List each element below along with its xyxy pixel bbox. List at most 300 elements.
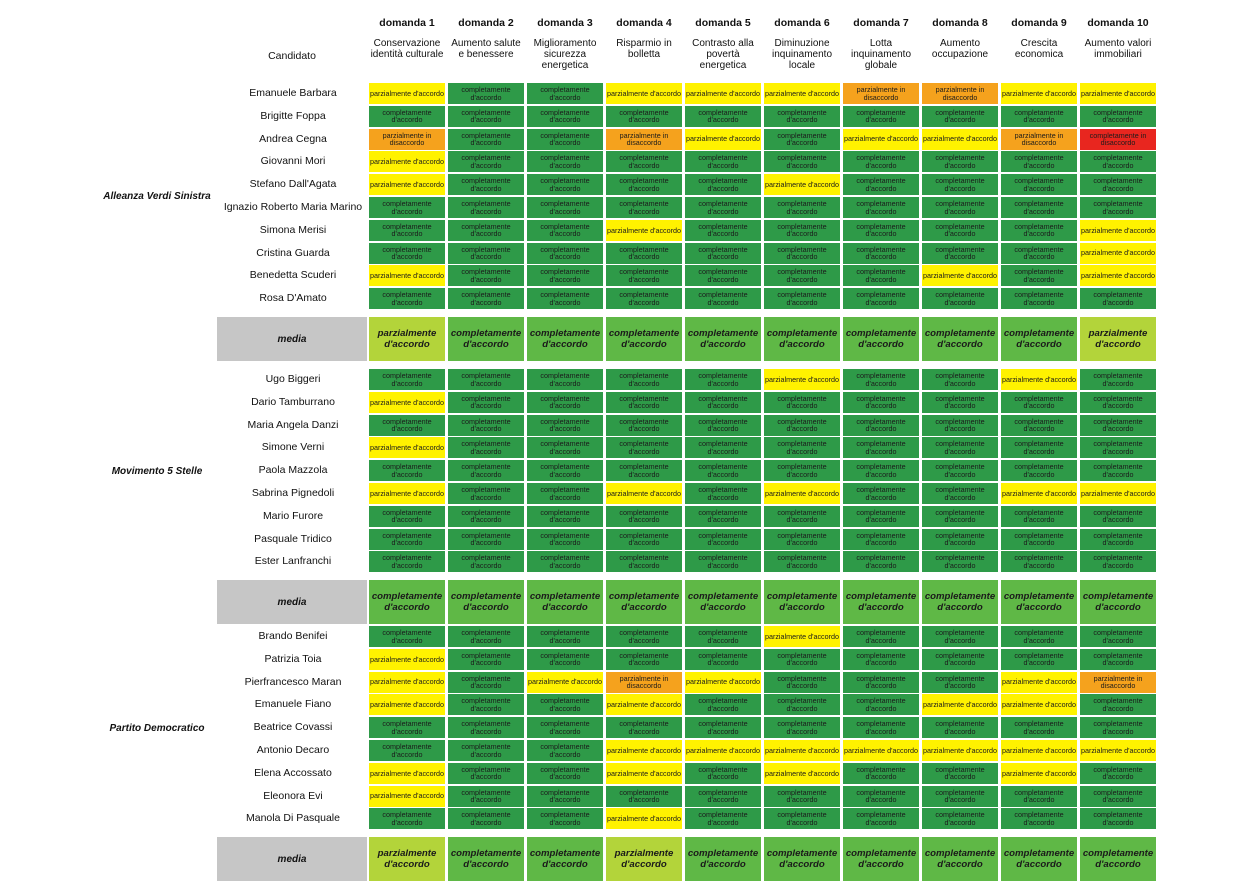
media-label: media xyxy=(217,837,367,881)
media-cell: completamente d'accordo xyxy=(922,580,998,624)
answer-cell: parzialmente d'accordo xyxy=(1001,672,1077,693)
candidate-name: Pasquale Tridico xyxy=(254,532,332,545)
answer-cell: completamente d'accordo xyxy=(527,551,603,572)
answer-cell: completamente d'accordo xyxy=(685,415,761,436)
answer-cell: completamente d'accordo xyxy=(1080,763,1156,784)
answer-cell: completamente d'accordo xyxy=(685,369,761,390)
answer-cell: completamente d'accordo xyxy=(764,265,840,286)
answer-cell: completamente d'accordo xyxy=(527,437,603,458)
answer-cell: completamente d'accordo xyxy=(685,717,761,738)
answer-cell: completamente d'accordo xyxy=(448,694,524,715)
answer-cell: parzialmente d'accordo xyxy=(1001,483,1077,504)
question-number: domanda 9 xyxy=(1011,17,1067,29)
answer-cell: completamente d'accordo xyxy=(369,808,445,829)
answer-cell: completamente d'accordo xyxy=(843,106,919,127)
answer-cell: parzialmente d'accordo xyxy=(1080,83,1156,104)
answer-cell: completamente d'accordo xyxy=(606,369,682,390)
question-label: Miglioramento sicurezza energetica xyxy=(533,38,597,71)
answer-cell: completamente d'accordo xyxy=(843,460,919,481)
answer-cell: completamente d'accordo xyxy=(922,369,998,390)
answer-cell: completamente d'accordo xyxy=(685,392,761,413)
answer-cell: completamente d'accordo xyxy=(527,83,603,104)
answer-cell: completamente d'accordo xyxy=(369,529,445,550)
answer-cell: completamente d'accordo xyxy=(843,672,919,693)
answer-cell: parzialmente d'accordo xyxy=(369,649,445,670)
answer-cell: completamente d'accordo xyxy=(448,483,524,504)
answer-cell: parzialmente d'accordo xyxy=(764,740,840,761)
answer-cell: completamente d'accordo xyxy=(527,740,603,761)
media-cell: completamente d'accordo xyxy=(922,317,998,361)
answer-cell: parzialmente d'accordo xyxy=(369,483,445,504)
answer-cell: completamente d'accordo xyxy=(843,694,919,715)
answer-cell: completamente d'accordo xyxy=(764,129,840,150)
media-label: media xyxy=(217,580,367,624)
answer-cell: completamente d'accordo xyxy=(527,460,603,481)
answer-cell: completamente d'accordo xyxy=(843,265,919,286)
media-cell: completamente d'accordo xyxy=(527,580,603,624)
answer-cell: completamente d'accordo xyxy=(527,763,603,784)
answer-cell: completamente d'accordo xyxy=(922,392,998,413)
answer-cell: parzialmente in disaccordo xyxy=(1001,129,1077,150)
candidate-name: Ester Lanfranchi xyxy=(254,555,332,568)
answer-cell: completamente d'accordo xyxy=(843,243,919,264)
answer-cell: completamente d'accordo xyxy=(1080,694,1156,715)
answer-cell: completamente d'accordo xyxy=(606,151,682,172)
media-label: media xyxy=(217,317,367,361)
media-cell: completamente d'accordo xyxy=(606,317,682,361)
answer-cell: completamente d'accordo xyxy=(1001,786,1077,807)
answer-cell: completamente d'accordo xyxy=(527,529,603,550)
question-number: domanda 5 xyxy=(695,17,751,29)
answer-cell: completamente d'accordo xyxy=(843,197,919,218)
candidate-name: Manola Di Pasquale xyxy=(246,812,340,825)
candidate-name: Ignazio Roberto Maria Marino xyxy=(223,201,363,213)
answer-cell: completamente d'accordo xyxy=(685,197,761,218)
answer-cell: completamente d'accordo xyxy=(369,506,445,527)
answer-cell: completamente d'accordo xyxy=(685,694,761,715)
answer-cell: completamente d'accordo xyxy=(843,369,919,390)
answer-cell: completamente d'accordo xyxy=(448,786,524,807)
answer-cell: completamente d'accordo xyxy=(843,288,919,309)
answer-cell: completamente d'accordo xyxy=(764,529,840,550)
answer-cell: completamente d'accordo xyxy=(448,243,524,264)
candidate-name: Elena Accossato xyxy=(254,766,332,779)
answer-cell: completamente d'accordo xyxy=(1080,106,1156,127)
answer-cell: completamente d'accordo xyxy=(922,415,998,436)
question-label: Conservazione identità culturale xyxy=(370,38,444,60)
answer-cell: parzialmente d'accordo xyxy=(1001,369,1077,390)
answer-cell: completamente d'accordo xyxy=(448,717,524,738)
answer-cell: completamente d'accordo xyxy=(843,220,919,241)
media-cell: completamente d'accordo xyxy=(685,580,761,624)
answer-cell: completamente d'accordo xyxy=(764,437,840,458)
answer-cell: completamente d'accordo xyxy=(527,717,603,738)
answer-cell: completamente d'accordo xyxy=(764,717,840,738)
answer-cell: completamente d'accordo xyxy=(843,483,919,504)
answer-cell: completamente d'accordo xyxy=(764,151,840,172)
media-cell: completamente d'accordo xyxy=(685,317,761,361)
answer-cell: completamente d'accordo xyxy=(1080,415,1156,436)
media-cell: completamente d'accordo xyxy=(1001,317,1077,361)
answer-cell: completamente d'accordo xyxy=(606,288,682,309)
answer-cell: completamente d'accordo xyxy=(606,460,682,481)
answer-cell: completamente d'accordo xyxy=(1080,717,1156,738)
answer-cell: completamente d'accordo xyxy=(922,220,998,241)
answer-cell: completamente d'accordo xyxy=(1001,288,1077,309)
answer-cell: completamente d'accordo xyxy=(448,740,524,761)
candidate-name: Pierfrancesco Maran xyxy=(244,675,342,688)
answer-cell: completamente d'accordo xyxy=(527,129,603,150)
answer-cell: parzialmente d'accordo xyxy=(685,672,761,693)
answer-cell: completamente d'accordo xyxy=(685,649,761,670)
answer-cell: parzialmente d'accordo xyxy=(1001,763,1077,784)
answer-cell: parzialmente in disaccordo xyxy=(606,129,682,150)
answer-cell: completamente d'accordo xyxy=(369,551,445,572)
answer-cell: completamente d'accordo xyxy=(685,437,761,458)
answer-cell: completamente d'accordo xyxy=(448,763,524,784)
answer-cell: completamente d'accordo xyxy=(922,106,998,127)
answer-cell: parzialmente d'accordo xyxy=(764,626,840,647)
media-cell: parzialmente d'accordo xyxy=(1080,317,1156,361)
answer-cell: completamente d'accordo xyxy=(1001,460,1077,481)
answer-cell: parzialmente d'accordo xyxy=(1001,83,1077,104)
media-cell: completamente d'accordo xyxy=(843,837,919,881)
question-number: domanda 2 xyxy=(458,17,514,29)
answer-cell: completamente d'accordo xyxy=(606,265,682,286)
answer-cell: completamente d'accordo xyxy=(606,392,682,413)
answer-cell: completamente d'accordo xyxy=(685,808,761,829)
answer-cell: completamente d'accordo xyxy=(1001,626,1077,647)
answer-cell: parzialmente d'accordo xyxy=(1080,220,1156,241)
question-number: domanda 6 xyxy=(774,17,830,29)
party-name: Movimento 5 Stelle xyxy=(111,465,203,477)
media-cell: completamente d'accordo xyxy=(764,580,840,624)
answer-cell: parzialmente d'accordo xyxy=(843,740,919,761)
answer-cell: completamente d'accordo xyxy=(606,786,682,807)
answer-cell: parzialmente d'accordo xyxy=(685,740,761,761)
answer-cell: parzialmente d'accordo xyxy=(1080,740,1156,761)
candidate-name: Simona Merisi xyxy=(259,223,327,236)
answer-cell: completamente d'accordo xyxy=(685,243,761,264)
answer-cell: completamente d'accordo xyxy=(1080,808,1156,829)
answer-cell: completamente d'accordo xyxy=(843,151,919,172)
answer-cell: completamente d'accordo xyxy=(1080,288,1156,309)
answer-cell: completamente d'accordo xyxy=(1080,551,1156,572)
question-label: Contrasto alla povertà energetica xyxy=(692,38,754,71)
answer-cell: completamente d'accordo xyxy=(448,220,524,241)
answer-cell: completamente d'accordo xyxy=(685,506,761,527)
answer-cell: completamente d'accordo xyxy=(606,717,682,738)
answer-cell: completamente d'accordo xyxy=(527,265,603,286)
answer-cell: parzialmente d'accordo xyxy=(922,129,998,150)
answer-cell: completamente d'accordo xyxy=(922,529,998,550)
media-cell: completamente d'accordo xyxy=(448,580,524,624)
media-cell: completamente d'accordo xyxy=(764,317,840,361)
answer-cell: parzialmente in disaccordo xyxy=(369,129,445,150)
answer-cell: completamente d'accordo xyxy=(448,672,524,693)
answer-cell: completamente d'accordo xyxy=(685,483,761,504)
answer-cell: completamente d'accordo xyxy=(527,808,603,829)
answer-cell: completamente d'accordo xyxy=(527,197,603,218)
answer-cell: completamente d'accordo xyxy=(764,243,840,264)
answer-cell: completamente d'accordo xyxy=(527,506,603,527)
answer-cell: completamente d'accordo xyxy=(448,174,524,195)
answer-cell: completamente d'accordo xyxy=(369,288,445,309)
answer-cell: completamente d'accordo xyxy=(1001,649,1077,670)
candidate-name: Brando Benifei xyxy=(258,630,328,642)
answer-cell: completamente d'accordo xyxy=(1001,437,1077,458)
question-number: domanda 3 xyxy=(537,17,593,29)
answer-cell: parzialmente in disaccordo xyxy=(843,83,919,104)
answer-cell: completamente d'accordo xyxy=(922,786,998,807)
answer-cell: completamente d'accordo xyxy=(448,288,524,309)
answer-cell: parzialmente d'accordo xyxy=(606,483,682,504)
answer-cell: completamente d'accordo xyxy=(448,529,524,550)
answer-cell: completamente d'accordo xyxy=(843,649,919,670)
answer-cell: completamente d'accordo xyxy=(1080,392,1156,413)
question-number: domanda 1 xyxy=(379,17,435,29)
candidate-column-header: Candidato xyxy=(268,50,316,62)
answer-cell: completamente d'accordo xyxy=(843,808,919,829)
answer-cell: completamente d'accordo xyxy=(1080,174,1156,195)
answer-cell: completamente d'accordo xyxy=(685,551,761,572)
candidate-name: Emanuele Fiano xyxy=(254,698,332,711)
answer-cell: parzialmente in disaccordo xyxy=(606,672,682,693)
answer-cell: parzialmente d'accordo xyxy=(764,763,840,784)
answer-cell: parzialmente d'accordo xyxy=(369,437,445,458)
answer-cell: completamente d'accordo xyxy=(369,197,445,218)
media-cell: completamente d'accordo xyxy=(685,837,761,881)
question-label: Diminuzione inquinamento locale xyxy=(771,38,833,71)
answer-cell: completamente d'accordo xyxy=(764,649,840,670)
media-cell: parzialmente d'accordo xyxy=(369,317,445,361)
media-cell: completamente d'accordo xyxy=(1001,837,1077,881)
answer-cell: completamente d'accordo xyxy=(448,151,524,172)
answer-cell: completamente d'accordo xyxy=(764,220,840,241)
answer-cell: completamente d'accordo xyxy=(1080,460,1156,481)
answer-cell: completamente d'accordo xyxy=(764,786,840,807)
answer-cell: completamente d'accordo xyxy=(1001,717,1077,738)
candidate-name: Paola Mazzola xyxy=(258,464,328,477)
answer-cell: completamente d'accordo xyxy=(685,265,761,286)
answer-cell: completamente d'accordo xyxy=(764,694,840,715)
media-cell: completamente d'accordo xyxy=(843,580,919,624)
answer-cell: completamente d'accordo xyxy=(448,808,524,829)
media-cell: parzialmente d'accordo xyxy=(369,837,445,881)
answer-cell: completamente d'accordo xyxy=(448,369,524,390)
answer-cell: completamente d'accordo xyxy=(843,717,919,738)
answer-cell: completamente d'accordo xyxy=(448,437,524,458)
answer-cell: completamente d'accordo xyxy=(1080,626,1156,647)
answer-cell: completamente d'accordo xyxy=(1001,506,1077,527)
answer-cell: completamente d'accordo xyxy=(685,460,761,481)
answer-cell: completamente d'accordo xyxy=(843,626,919,647)
answer-cell: completamente d'accordo xyxy=(922,437,998,458)
question-label: Lotta inquinamento globale xyxy=(850,38,912,71)
answer-cell: completamente d'accordo xyxy=(685,763,761,784)
answer-cell: completamente d'accordo xyxy=(764,415,840,436)
answer-cell: completamente d'accordo xyxy=(1001,174,1077,195)
answer-cell: completamente d'accordo xyxy=(843,506,919,527)
media-cell: completamente d'accordo xyxy=(843,317,919,361)
answer-cell: parzialmente d'accordo xyxy=(606,83,682,104)
media-cell: completamente d'accordo xyxy=(448,837,524,881)
answer-cell: completamente d'accordo xyxy=(606,551,682,572)
answer-cell: parzialmente d'accordo xyxy=(764,83,840,104)
answer-cell: completamente d'accordo xyxy=(369,106,445,127)
candidate-name: Patrizia Toia xyxy=(264,652,322,665)
answer-cell: completamente d'accordo xyxy=(448,551,524,572)
question-label: Aumento valori immobiliari xyxy=(1084,38,1152,60)
answer-cell: completamente d'accordo xyxy=(448,197,524,218)
question-number: domanda 10 xyxy=(1087,17,1149,29)
media-cell: completamente d'accordo xyxy=(369,580,445,624)
question-number: domanda 4 xyxy=(616,17,672,29)
answer-cell: completamente d'accordo xyxy=(685,174,761,195)
candidate-name: Giovanni Mori xyxy=(260,155,326,168)
answer-cell: parzialmente d'accordo xyxy=(764,483,840,504)
answer-cell: completamente d'accordo xyxy=(448,83,524,104)
answer-cell: completamente d'accordo xyxy=(764,392,840,413)
question-label: Crescita economica xyxy=(1014,38,1064,60)
party-name: Partito Democratico xyxy=(109,722,205,734)
answer-cell: completamente d'accordo xyxy=(922,717,998,738)
answer-cell: parzialmente d'accordo xyxy=(369,174,445,195)
answer-cell: completamente d'accordo xyxy=(448,265,524,286)
answer-cell: completamente d'accordo xyxy=(527,786,603,807)
answer-cell: completamente d'accordo xyxy=(685,288,761,309)
answer-cell: completamente d'accordo xyxy=(448,460,524,481)
answer-cell: parzialmente d'accordo xyxy=(843,129,919,150)
answer-cell: parzialmente d'accordo xyxy=(606,220,682,241)
answer-cell: completamente d'accordo xyxy=(1001,243,1077,264)
answer-cell: completamente d'accordo xyxy=(1001,220,1077,241)
answer-cell: completamente d'accordo xyxy=(922,460,998,481)
answer-cell: completamente d'accordo xyxy=(369,369,445,390)
answer-cell: completamente d'accordo xyxy=(606,529,682,550)
answer-cell: parzialmente d'accordo xyxy=(685,83,761,104)
candidate-name: Dario Tamburrano xyxy=(251,395,335,408)
answer-cell: parzialmente d'accordo xyxy=(369,151,445,172)
answer-cell: completamente d'accordo xyxy=(1001,529,1077,550)
answer-cell: completamente d'accordo xyxy=(1080,151,1156,172)
answer-cell: parzialmente d'accordo xyxy=(369,763,445,784)
answer-cell: completamente d'accordo xyxy=(1001,551,1077,572)
answer-cell: parzialmente d'accordo xyxy=(527,672,603,693)
answer-cell: completamente d'accordo xyxy=(369,740,445,761)
answer-cell: completamente d'accordo xyxy=(843,437,919,458)
answer-cell: parzialmente d'accordo xyxy=(606,694,682,715)
answer-cell: completamente d'accordo xyxy=(1001,415,1077,436)
answer-cell: completamente d'accordo xyxy=(1080,649,1156,670)
answer-cell: completamente d'accordo xyxy=(448,106,524,127)
answer-cell: completamente d'accordo xyxy=(448,415,524,436)
answer-cell: completamente d'accordo xyxy=(606,243,682,264)
answer-cell: completamente d'accordo xyxy=(922,197,998,218)
question-label: Risparmio in bolletta xyxy=(616,38,672,60)
answer-cell: completamente d'accordo xyxy=(1080,437,1156,458)
answer-cell: completamente d'accordo xyxy=(1080,786,1156,807)
answer-cell: completamente d'accordo xyxy=(764,808,840,829)
answer-cell: completamente d'accordo xyxy=(1080,506,1156,527)
answer-cell: completamente d'accordo xyxy=(1001,808,1077,829)
candidate-name: Emanuele Barbara xyxy=(249,87,337,99)
answer-cell: completamente d'accordo xyxy=(922,672,998,693)
answer-cell: completamente d'accordo xyxy=(527,106,603,127)
answer-cell: parzialmente d'accordo xyxy=(764,174,840,195)
answer-cell: parzialmente d'accordo xyxy=(685,129,761,150)
answer-cell: completamente d'accordo xyxy=(369,717,445,738)
media-cell: completamente d'accordo xyxy=(1080,837,1156,881)
answer-cell: completamente d'accordo xyxy=(527,392,603,413)
answer-cell: completamente d'accordo xyxy=(922,506,998,527)
answer-cell: completamente d'accordo xyxy=(922,649,998,670)
answer-cell: completamente d'accordo xyxy=(922,763,998,784)
media-cell: completamente d'accordo xyxy=(1080,580,1156,624)
answer-cell: parzialmente d'accordo xyxy=(606,763,682,784)
answer-cell: completamente d'accordo xyxy=(764,672,840,693)
answer-cell: completamente d'accordo xyxy=(606,437,682,458)
media-cell: completamente d'accordo xyxy=(527,837,603,881)
answer-cell: completamente d'accordo xyxy=(527,694,603,715)
answer-cell: completamente d'accordo xyxy=(606,174,682,195)
answer-cell: completamente d'accordo xyxy=(843,551,919,572)
answer-cell: completamente d'accordo xyxy=(606,415,682,436)
answer-cell: parzialmente d'accordo xyxy=(1080,265,1156,286)
answer-cell: parzialmente d'accordo xyxy=(369,694,445,715)
answer-cell: parzialmente d'accordo xyxy=(922,740,998,761)
answer-cell: completamente d'accordo xyxy=(922,626,998,647)
answer-cell: parzialmente d'accordo xyxy=(606,808,682,829)
answer-cell: completamente d'accordo xyxy=(922,288,998,309)
candidate-name: Stefano Dall'Agata xyxy=(249,178,337,191)
candidate-name: Cristina Guarda xyxy=(256,246,330,259)
answer-cell: completamente d'accordo xyxy=(527,483,603,504)
candidate-name: Antonio Decaro xyxy=(256,744,330,756)
answer-cell: completamente d'accordo xyxy=(448,626,524,647)
candidate-name: Eleonora Evi xyxy=(263,789,323,802)
answer-cell: completamente d'accordo xyxy=(448,506,524,527)
answer-cell: completamente d'accordo xyxy=(1001,392,1077,413)
media-cell: completamente d'accordo xyxy=(606,580,682,624)
answer-cell: parzialmente d'accordo xyxy=(1001,740,1077,761)
answer-cell: completamente d'accordo xyxy=(764,288,840,309)
media-cell: completamente d'accordo xyxy=(764,837,840,881)
answer-cell: parzialmente d'accordo xyxy=(922,694,998,715)
answer-cell: completamente d'accordo xyxy=(843,529,919,550)
media-cell: completamente d'accordo xyxy=(1001,580,1077,624)
answer-cell: completamente d'accordo xyxy=(764,551,840,572)
answer-cell: completamente d'accordo xyxy=(606,197,682,218)
candidate-name: Benedetta Scuderi xyxy=(249,269,337,282)
answer-cell: completamente d'accordo xyxy=(606,506,682,527)
media-cell: completamente d'accordo xyxy=(448,317,524,361)
question-label: Aumento occupazione xyxy=(931,38,989,60)
answer-cell: completamente d'accordo xyxy=(922,808,998,829)
answer-cell: completamente d'accordo xyxy=(843,392,919,413)
answer-cell: parzialmente d'accordo xyxy=(922,265,998,286)
answer-cell: completamente d'accordo xyxy=(1001,151,1077,172)
candidate-name: Mario Furore xyxy=(262,509,324,522)
media-cell: completamente d'accordo xyxy=(922,837,998,881)
candidate-name: Simone Verni xyxy=(261,441,325,454)
answer-cell: completamente d'accordo xyxy=(527,220,603,241)
question-number: domanda 7 xyxy=(853,17,909,29)
candidate-name: Andrea Cegna xyxy=(259,132,327,145)
answer-cell: parzialmente d'accordo xyxy=(1001,694,1077,715)
answer-cell: completamente d'accordo xyxy=(922,151,998,172)
answer-cell: completamente d'accordo xyxy=(922,483,998,504)
